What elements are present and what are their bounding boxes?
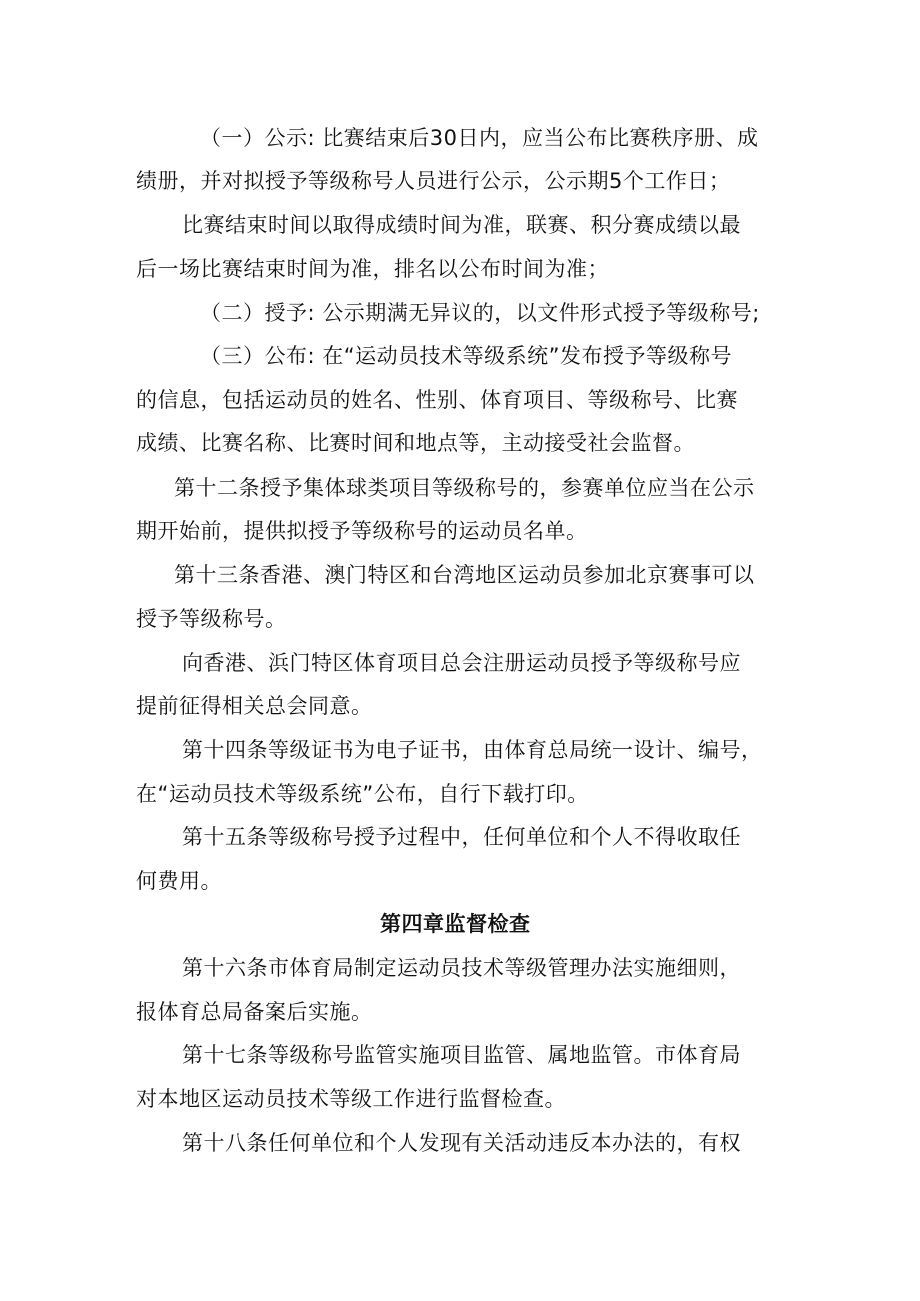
paragraph-2-line-1: 比赛结束时间以取得成绩时间为准，联赛、积分赛成绩以最 <box>182 213 741 237</box>
paragraph-1-line-2: 绩册，并对拟授予等级称号人员进行公示，公示期5个工作日； <box>136 169 731 193</box>
paragraph-2-line-2: 后一场比赛结束时间为准，排名以公布时间为准； <box>136 257 609 281</box>
paragraph-1-line-1: （一）公示: 比赛结束后30日内，应当公布比赛秩序册、成 <box>200 126 759 150</box>
paragraph-6-line-2: 授予等级称号。 <box>136 607 287 631</box>
paragraph-6-line-1: 第十三条香港、澳门特区和台湾地区运动员参加北京赛事可以 <box>174 563 755 587</box>
paragraph-4-line-2: 的信息，包括运动员的姓名、性别、体育项目、等级称号、比赛 <box>136 388 738 412</box>
paragraph-11-line-1: 第十七条等级称号监管实施项目监管、属地监管。市体育局 <box>182 1043 741 1067</box>
paragraph-3-line-1: （二）授予: 公示期满无异议的，以文件形式授予等级称号; <box>200 301 760 325</box>
paragraph-12-line-1: 第十八条任何单位和个人发现有关活动违反本办法的，有权 <box>182 1131 741 1155</box>
paragraph-8-line-1: 第十四条等级证书为电子证书，由体育总局统一设计、编号， <box>182 738 763 762</box>
paragraph-4-line-1: （三）公布: 在“运动员技术等级系统”发布授予等级称号 <box>200 344 733 368</box>
paragraph-7-line-1: 向香港、浜门特区体育项目总会注册运动员授予等级称号应 <box>182 651 741 675</box>
paragraph-5-line-1: 第十二条授予集体球类项目等级称号的，参赛单位应当在公示 <box>174 476 755 500</box>
paragraph-9-line-1: 第十五条等级称号授予过程中，任何单位和个人不得收取任 <box>182 825 741 849</box>
paragraph-4-line-3: 成绩、比赛名称、比赛时间和地点等，主动接受社会监督。 <box>136 431 695 455</box>
paragraph-7-line-2: 提前征得相关总会同意。 <box>136 694 373 718</box>
paragraph-9-line-2: 何费用。 <box>136 869 222 893</box>
paragraph-8-line-2: 在“运动员技术等级系统”公布，自行下载打印。 <box>136 782 589 806</box>
paragraph-10-line-1: 第十六条市体育局制定运动员技术等级管理办法实施细则， <box>182 956 741 980</box>
paragraph-11-line-2: 对本地区运动员技术等级工作进行监督检查。 <box>136 1087 566 1111</box>
chapter-heading: 第四章监督检查 <box>380 912 531 936</box>
paragraph-5-line-2: 期开始前，提供拟授予等级称号的运动员名单。 <box>136 519 588 543</box>
paragraph-10-line-2: 报体育总局备案后实施。 <box>136 1000 373 1024</box>
